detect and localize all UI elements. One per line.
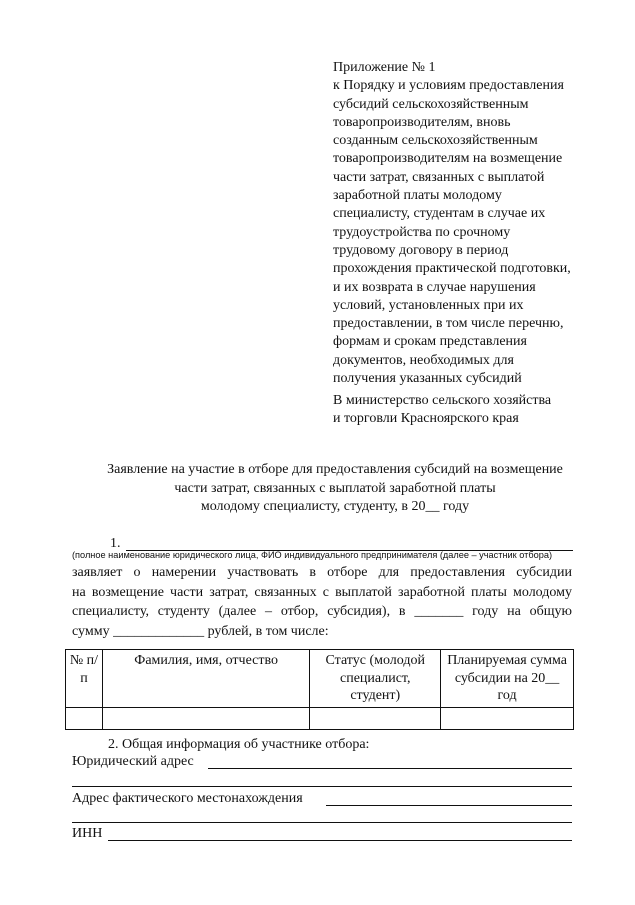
- item-1-number: 1.: [110, 536, 121, 551]
- subsidy-table: [65, 649, 574, 730]
- appendix-line: субсидий сельскохозяйственным: [333, 96, 529, 112]
- appendix-line: части затрат, связанных с выплатой: [333, 169, 545, 185]
- header-number: № п/п: [66, 650, 103, 708]
- title-line: молодому специалисту, студенту, в 20__ году: [200, 499, 470, 514]
- appendix-line: трудоустройства по срочному: [333, 224, 511, 240]
- item-1-line: на возмещение части затрат, связанных с выплатой заработной платы молодому: [72, 584, 572, 600]
- appendix-line: заработной платы молодому: [333, 188, 502, 204]
- table-cell[interactable]: [66, 707, 103, 729]
- appendix-line: условий, установленных при их: [333, 297, 524, 313]
- addressee-line: В министерство сельского хозяйства: [333, 393, 552, 408]
- item-1-text: [72, 563, 572, 641]
- appendix-line: и их возврата в случае нарушения: [333, 279, 536, 295]
- addressee-block: [333, 392, 613, 429]
- table-header-row: [66, 650, 574, 708]
- table-cell[interactable]: [102, 707, 309, 729]
- actual-address-line-2[interactable]: [72, 822, 572, 823]
- table-cell[interactable]: [441, 707, 574, 729]
- inn-label: ИНН: [72, 826, 103, 841]
- actual-address-label: Адрес фактического местонахождения: [72, 791, 303, 806]
- appendix-line: товаропроизводителям, вновь: [333, 114, 511, 130]
- appendix-line: Приложение № 1: [333, 60, 436, 75]
- item-1-line: специалисту, студенту (далее – отбор, субсидия), в _______ году на общую: [72, 604, 572, 619]
- appendix-line: к Порядку и условиям предоставления: [333, 78, 564, 94]
- appendix-line: созданным сельскохозяйственным: [333, 133, 538, 149]
- table-row: [66, 707, 574, 729]
- actual-address-line[interactable]: [326, 805, 572, 806]
- header-full-name: Фамилия, имя, отчество: [102, 650, 309, 708]
- addressee-line: и торговли Красноярского края: [333, 411, 519, 427]
- appendix-line: получения указанных субсидий: [333, 371, 522, 387]
- item-1-line: заявляет о намерении участвовать в отборе для предоставления субсидии: [72, 565, 572, 580]
- appendix-line: формам и срокам представления: [333, 334, 527, 350]
- title-line: Заявление на участие в отборе для предоставления субсидий на возмещение: [107, 462, 563, 477]
- appendix-line: предоставлении, в том числе перечню,: [333, 316, 564, 332]
- appendix-block: [333, 59, 613, 388]
- appendix-line: специалисту, студентам в случае их: [333, 206, 546, 222]
- appendix-line: документов, необходимых для: [333, 352, 514, 368]
- title-line: части затрат, связанных с выплатой заработной платы: [174, 480, 496, 496]
- header-status: Статус (молодой специалист, студент): [310, 650, 441, 708]
- legal-address-line[interactable]: [208, 768, 572, 769]
- inn-line[interactable]: [108, 840, 572, 841]
- legal-address-label: Юридический адрес: [72, 754, 194, 769]
- appendix-line: прохождения практической подготовки,: [333, 261, 571, 277]
- header-planned-amount: Планируемая сумма субсидии на 20__ год: [441, 650, 574, 708]
- document-title: [40, 461, 630, 517]
- applicant-name-hint: (полное наименование юридического лица, ФИО индивидуального предпринимателя (далее – участник отбора): [72, 550, 553, 560]
- section-2-heading: 2. Общая информация об участнике отбора:: [108, 737, 370, 752]
- item-1-line: сумму _____________ рублей, в том числе:: [72, 623, 329, 639]
- appendix-line: трудовому договору в период: [333, 242, 509, 258]
- table-cell[interactable]: [310, 707, 441, 729]
- legal-address-line-2[interactable]: [72, 786, 572, 787]
- appendix-line: товаропроизводителям на возмещение: [333, 151, 563, 167]
